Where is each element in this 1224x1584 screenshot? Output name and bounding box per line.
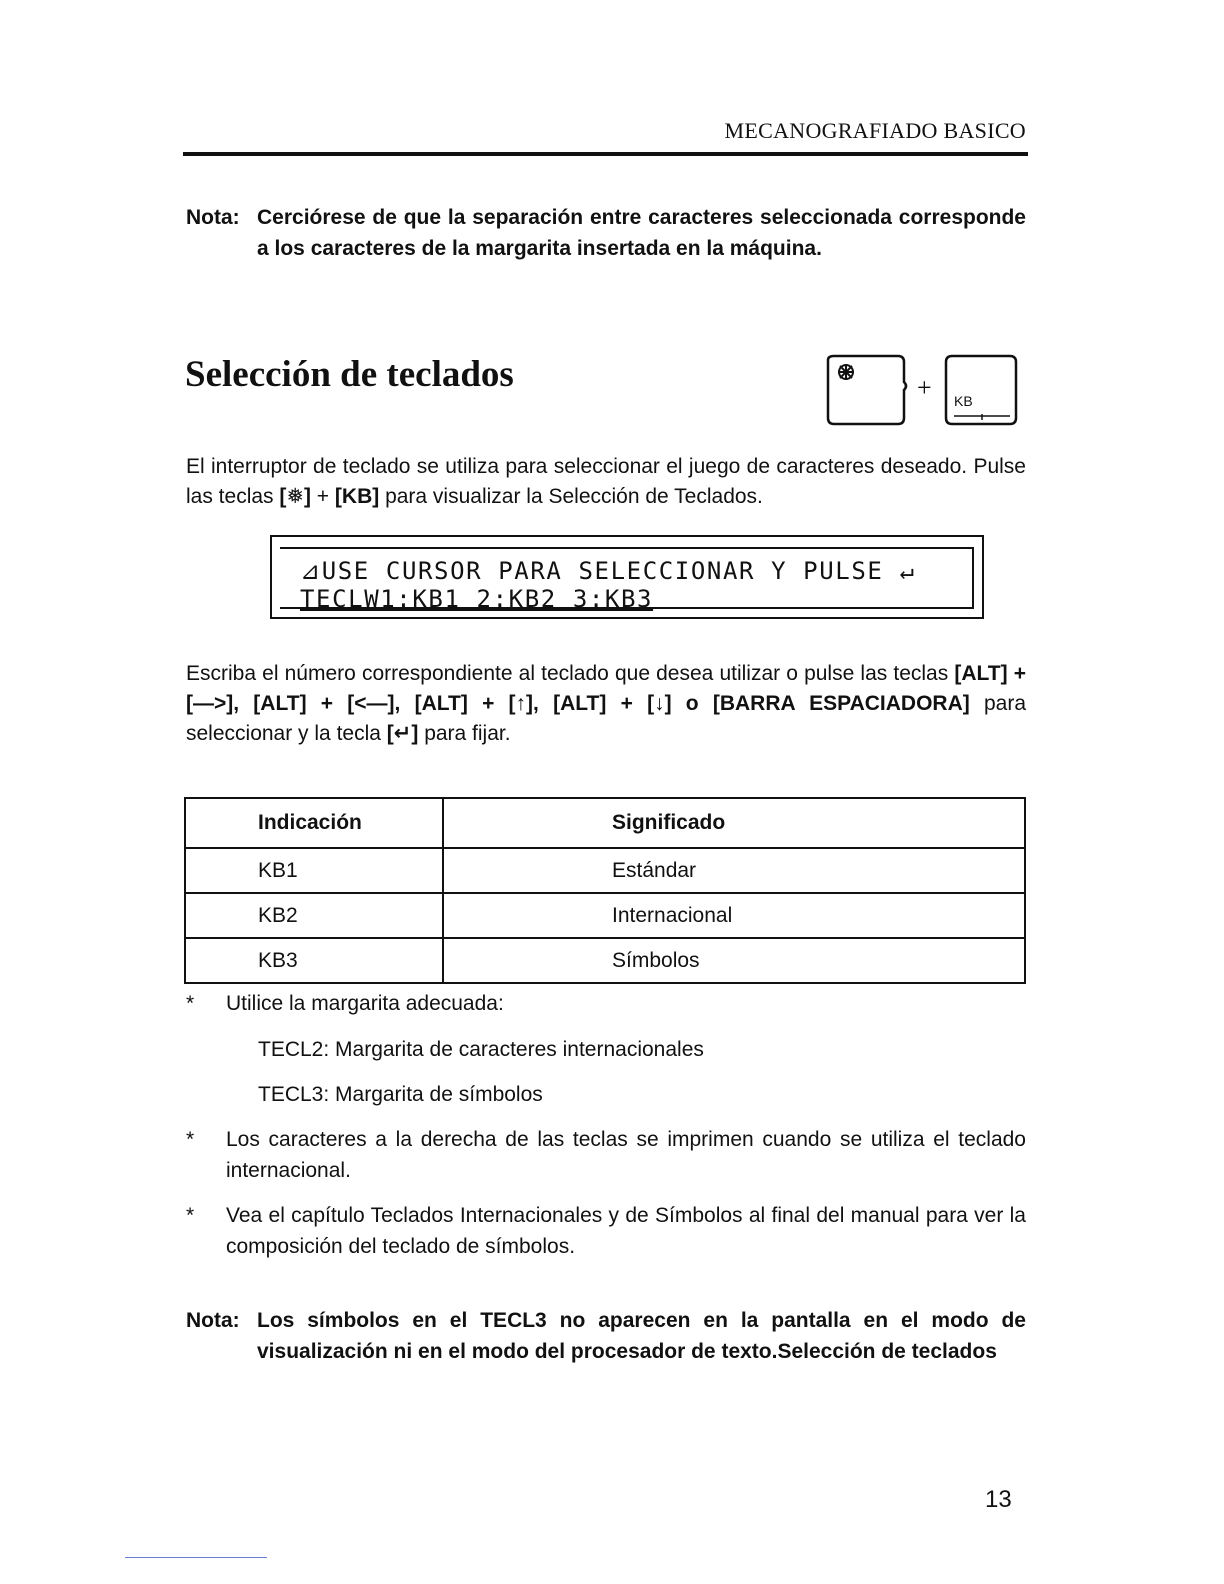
- bullet-item-3: [186, 1200, 1026, 1262]
- instructions-text-3: para fijar.: [418, 722, 511, 745]
- header-rule: [183, 152, 1028, 156]
- instructions-paragraph: [186, 659, 1026, 749]
- table-header-row: [185, 798, 1025, 848]
- intro-plus: +: [310, 485, 335, 508]
- kb-key-icon: [946, 356, 1016, 424]
- bullet-text-3: Vea el capítulo Teclados Internacionales y de Símbolos al final del manual para ver la composición del teclado de símbolos.: [226, 1204, 1026, 1258]
- keyboard-table: [184, 797, 1026, 984]
- instructions-keys: [ALT] + [—>], [ALT] + [<—], [ALT] + [↑], [ALT] + [↓] o [BARRA ESPACIADORA]: [186, 662, 1026, 715]
- table-cell: Estándar: [443, 848, 1025, 893]
- bullet-item-2: [186, 1124, 1026, 1186]
- note-bottom-label: Nota:: [186, 1309, 240, 1332]
- lcd-line-1: ⊿USE CURSOR PARA SELECCIONAR Y PULSE ↵: [300, 557, 916, 585]
- lcd-line-2: TECLW1:KB1 2:KB2 3:KB3: [300, 585, 654, 613]
- code-key-icon: [828, 356, 906, 424]
- lcd-display: [270, 535, 984, 619]
- intro-kb-key: [KB]: [334, 485, 380, 508]
- instructions-text-1: Escriba el número correspondiente al teclado que desea utilizar o pulse las teclas: [186, 662, 955, 685]
- table-row: [185, 893, 1025, 938]
- footer-rule: [125, 1557, 267, 1558]
- note-top-label: Nota:: [186, 206, 240, 229]
- table-cell: KB1: [185, 848, 443, 893]
- note-top-text: Cerciórese de que la separación entre caracteres seleccionada corresponde a los caracteres de la margarita insertada en la máquina.: [257, 206, 1026, 260]
- table-cell: Símbolos: [443, 938, 1025, 983]
- bullet-star: *: [186, 1204, 195, 1227]
- intro-code-key: [❅]: [279, 485, 311, 508]
- table-cell: KB2: [185, 893, 443, 938]
- note-top: [186, 202, 1026, 264]
- instructions-enter-key: [↵]: [386, 722, 419, 745]
- lcd-screen: [280, 547, 974, 613]
- intro-text-1: El interruptor de teclado se utiliza para seleccionar el juego de caracteres deseado. Pulse las teclas: [186, 455, 1026, 508]
- note-bottom: [186, 1305, 1026, 1367]
- instructions-text-2: para seleccionar y la tecla: [186, 692, 1026, 745]
- intro-paragraph: [186, 452, 1026, 512]
- bullet-text-1: Utilice la margarita adecuada:: [226, 992, 504, 1015]
- section-title: Selección de teclados: [185, 354, 514, 395]
- table-header-significado: Significado: [443, 798, 1025, 848]
- intro-text-2: para visualizar la Selección de Teclados.: [379, 485, 763, 508]
- table-cell: Internacional: [443, 893, 1025, 938]
- bullet-star: *: [186, 1128, 195, 1151]
- bullet-item-1: [186, 988, 1026, 1019]
- running-head: MECANOGRAFIADO BASICO: [724, 118, 1026, 143]
- table-row: [185, 848, 1025, 893]
- table-header-indicacion: Indicación: [185, 798, 443, 848]
- bullet-sub-2: TECL3: Margarita de símbolos: [258, 1083, 543, 1106]
- bullet-star: *: [186, 992, 195, 1015]
- key-combo-illustration: [820, 352, 1020, 432]
- table-row: [185, 938, 1025, 983]
- page-number: 13: [985, 1486, 1012, 1513]
- plus-sign: +: [917, 373, 932, 402]
- note-bottom-text: Los símbolos en el TECL3 no aparecen en la pantalla en el modo de visualización ni en el modo del procesador de texto.Selección de teclados: [257, 1309, 1026, 1363]
- table-cell: KB3: [185, 938, 443, 983]
- bullet-sub-1: TECL2: Margarita de caracteres internacionales: [258, 1038, 704, 1061]
- bullet-text-2: Los caracteres a la derecha de las teclas se imprimen cuando se utiliza el teclado internacional.: [226, 1128, 1026, 1182]
- kb-key-label: KB: [954, 393, 973, 409]
